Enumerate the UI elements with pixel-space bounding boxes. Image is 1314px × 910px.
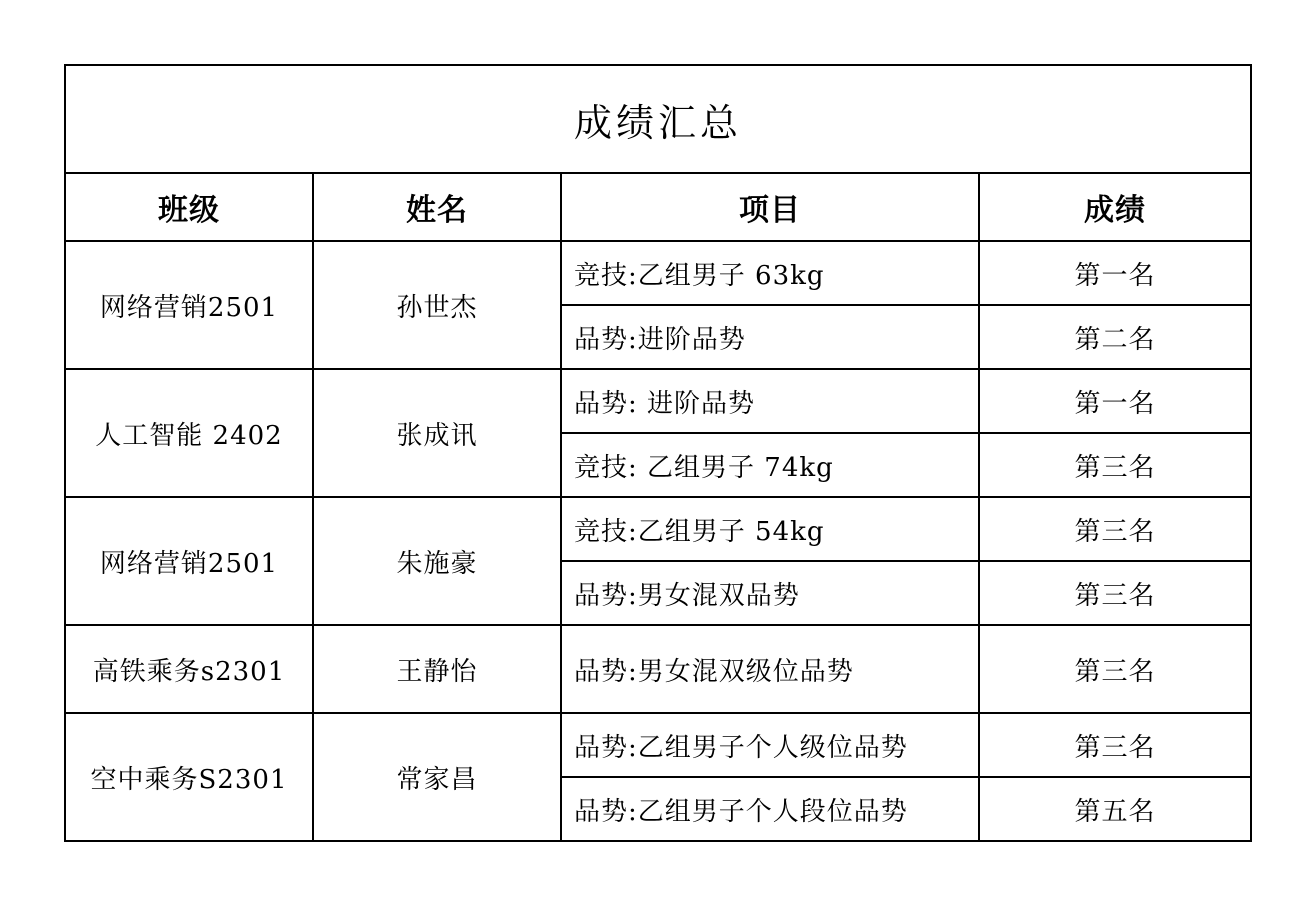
table-row — [65, 369, 1251, 433]
title-row — [65, 65, 1251, 173]
score-cell: 第三名 — [979, 625, 1251, 713]
name-cell: 孙世杰 — [313, 241, 561, 369]
score-cell: 第三名 — [979, 713, 1251, 777]
score-cell: 第一名 — [979, 369, 1251, 433]
header-item: 项目 — [561, 173, 979, 241]
class-cell: 空中乘务S2301 — [65, 713, 313, 841]
item-cell: 品势:男女混双级位品势 — [561, 625, 979, 713]
table-row — [65, 241, 1251, 305]
item-cell: 品势: 进阶品势 — [561, 369, 979, 433]
name-cell: 朱施豪 — [313, 497, 561, 625]
item-cell: 品势:乙组男子个人级位品势 — [561, 713, 979, 777]
score-cell: 第一名 — [979, 241, 1251, 305]
header-score: 成绩 — [979, 173, 1251, 241]
name-cell: 王静怡 — [313, 625, 561, 713]
item-cell: 竞技:乙组男子 54kg — [561, 497, 979, 561]
header-name: 姓名 — [313, 173, 561, 241]
results-summary-table — [64, 64, 1252, 842]
item-cell: 品势:乙组男子个人段位品势 — [561, 777, 979, 841]
header-row — [65, 173, 1251, 241]
header-class: 班级 — [65, 173, 313, 241]
class-cell: 网络营销2501 — [65, 497, 313, 625]
item-cell: 品势:男女混双品势 — [561, 561, 979, 625]
table-title: 成绩汇总 — [65, 65, 1251, 173]
table-row — [65, 497, 1251, 561]
score-cell: 第五名 — [979, 777, 1251, 841]
score-cell: 第三名 — [979, 497, 1251, 561]
class-cell: 人工智能 2402 — [65, 369, 313, 497]
name-cell: 张成讯 — [313, 369, 561, 497]
item-cell: 竞技:乙组男子 63kg — [561, 241, 979, 305]
item-cell: 品势:进阶品势 — [561, 305, 979, 369]
score-cell: 第三名 — [979, 561, 1251, 625]
score-cell: 第二名 — [979, 305, 1251, 369]
class-cell: 高铁乘务s2301 — [65, 625, 313, 713]
table-row — [65, 713, 1251, 777]
table-row — [65, 625, 1251, 713]
score-cell: 第三名 — [979, 433, 1251, 497]
name-cell: 常家昌 — [313, 713, 561, 841]
class-cell: 网络营销2501 — [65, 241, 313, 369]
item-cell: 竞技: 乙组男子 74kg — [561, 433, 979, 497]
